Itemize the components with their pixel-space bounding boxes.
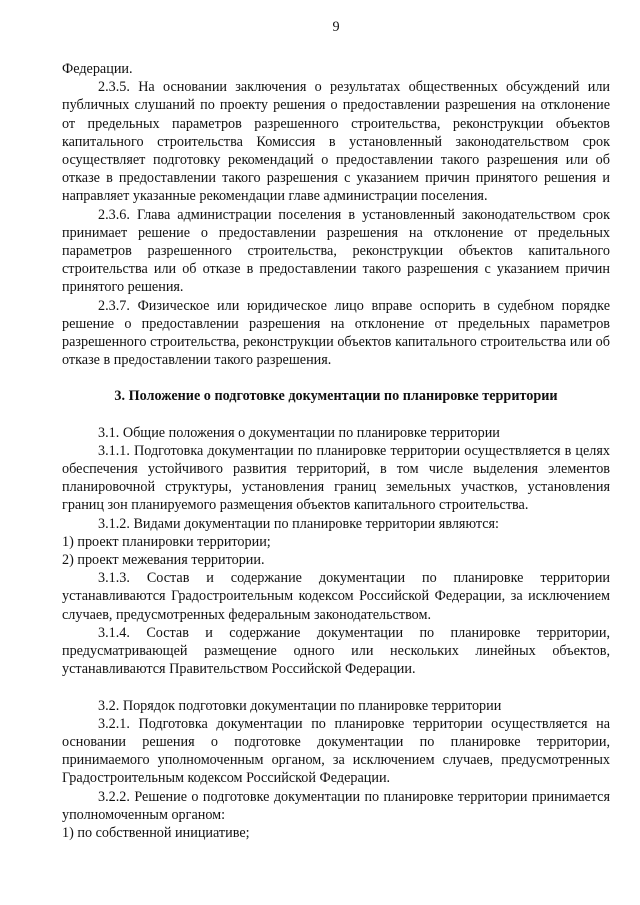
paragraph-3-2: 3.2. Порядок подготовки документации по планировке территории [98,697,502,714]
paragraph-2-3-7: 2.3.7. Физическое или юридическое лицо вправе оспорить в судебном порядке решение о предоставлении разрешения на отклонение от предельных параметров разрешенного строительства, реконструкции объектов капитального строительства или об отказе в предоставлении такого разрешения. [62,297,610,369]
page-number: 9 [332,19,340,35]
paragraph-2-3-6: 2.3.6. Глава администрации поселения в установленный законодательством срок принимает решение о предоставлении разрешения на отклонение от предельных параметров разрешенного строительства, реконструкции объектов капитального строительства или об отказе в предоставлении такого разрешения с указанием причин принятого решения. [62,206,610,296]
list-item-2: 2) проект межевания территории. [62,552,265,569]
list-item-1: 1) проект планировки территории; [62,533,271,550]
paragraph-3-1-4: 3.1.4. Состав и содержание документации по планировке территории, предусматривающей размещение одного или нескольких линейных объектов, устанавливаются Правительством Российской Федерации. [62,624,610,678]
list-item-initiative: 1) по собственной инициативе; [62,824,250,841]
paragraph-3-2-2: 3.2.2. Решение о подготовке документации по планировке территории принимается уполномоченным органом: [62,788,610,823]
section-3-title: 3. Положение о подготовке документации по планировке территории [114,388,558,405]
paragraph-2-3-5: 2.3.5. На основании заключения о результатах общественных обсуждений или публичных слушаний по проекту решения о предоставлении разрешения на отклонение от предельных параметров разрешенного строительства, реконструкции объектов капитального строительства Комиссия в установленный законодательством срок осуществляет подготовку рекомендаций о предоставлении такого разрешения или об отказе в предоставлении такого разрешения с указанием причин принятого решения и направляет указанные рекомендации главе администрации поселения. [62,79,610,205]
paragraph-3-2-1: 3.2.1. Подготовка документации по планировке территории осуществляется на основании решения о подготовке документации по планировке территории, принимаемого уполномоченным органом, за исключением случаев, предусмотренных Градостроительным кодексом Российской Федерации. [62,715,610,787]
paragraph-federation-end: Федерации. [62,61,133,77]
paragraph-3-1-2: 3.1.2. Видами документации по планировке территории являются: [98,515,499,532]
document-page [62,18,610,842]
paragraph-3-1-1: 3.1.1. Подготовка документации по планировке территории осуществляется в целях обеспечения устойчивого развития территорий, в том числе выделения элементов планировочной структуры, установления границ земельных участков, установления границ зон планируемого размещения объектов капитального строительства. [62,442,610,514]
paragraph-3-1-3: 3.1.3. Состав и содержание документации по планировке территории устанавливаются Градостроительным кодексом Российской Федерации, за исключением случаев, предусмотренных федеральным законодательством. [62,570,610,623]
paragraph-3-1: 3.1. Общие положения о документации по планировке территории [98,424,500,441]
